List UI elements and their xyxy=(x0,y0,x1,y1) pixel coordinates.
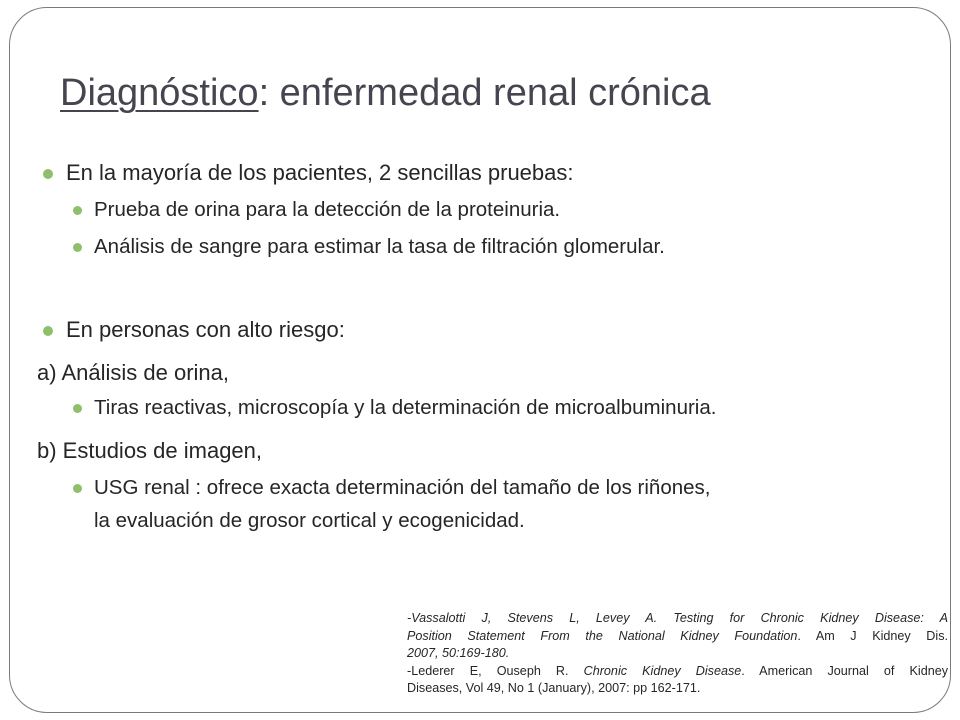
reference-2-line-2: Diseases, Vol 49, No 1 (January), 2007: pp 162-171. xyxy=(407,681,701,695)
bullet-item-2: En personas con alto riesgo: xyxy=(66,317,345,342)
bullet-icon xyxy=(43,326,53,336)
bullet-icon xyxy=(73,243,82,252)
list-item-a: a) Análisis de orina, xyxy=(37,360,229,385)
sub-bullet-item-continuation: la evaluación de grosor cortical y ecogenicidad. xyxy=(94,509,525,532)
bullet-icon xyxy=(43,169,53,179)
references xyxy=(407,610,948,698)
reference-1-line-1: -Vassalotti J, Stevens L, Levey A. Testing for Chronic Kidney Disease: A xyxy=(407,611,948,625)
title-rest: : enfermedad renal crónica xyxy=(258,72,711,114)
list-item-b: b) Estudios de imagen, xyxy=(37,438,263,463)
reference-2-line-1: -Lederer E, Ouseph R. Chronic Kidney Disease. American Journal of Kidney xyxy=(407,663,949,678)
sub-bullet-item: USG renal : ofrece exacta determinación del tamaño de los riñones, xyxy=(94,476,711,499)
sub-bullet-item: Tiras reactivas, microscopía y la determinación de microalbuminuria. xyxy=(94,396,717,419)
bullet-icon xyxy=(73,484,82,493)
title-underlined-word: Diagnóstico xyxy=(60,72,259,114)
reference-1-line-2: Position Statement From the National Kidney Foundation. Am J Kidney Dis. xyxy=(407,628,948,643)
bullet-icon xyxy=(73,404,82,413)
sub-bullet-item: Prueba de orina para la detección de la proteinuria. xyxy=(94,198,561,221)
reference-1-line-3: 2007, 50:169-180. xyxy=(407,646,510,660)
sub-bullet-item: Análisis de sangre para estimar la tasa de filtración glomerular. xyxy=(94,235,665,258)
bullet-icon xyxy=(73,206,82,215)
bullet-item-1: En la mayoría de los pacientes, 2 sencillas pruebas: xyxy=(66,160,574,185)
